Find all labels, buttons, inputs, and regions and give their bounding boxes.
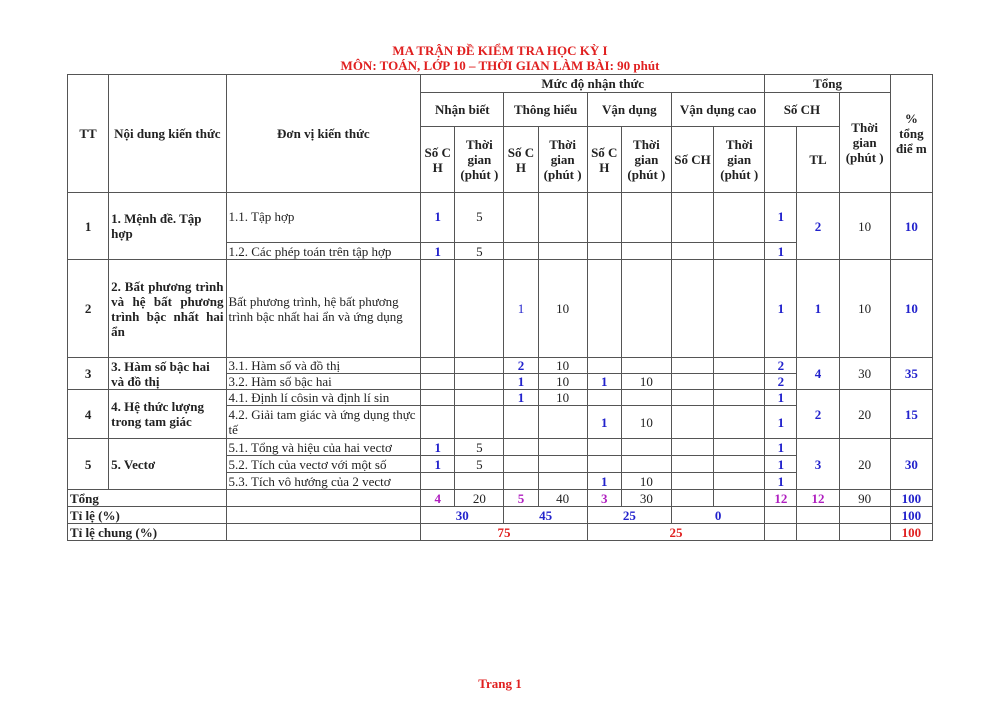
cell xyxy=(671,260,713,358)
cell xyxy=(621,439,671,456)
total-percent: 100 xyxy=(890,490,932,507)
cell xyxy=(797,524,839,541)
general-ratio-left: 75 xyxy=(421,524,588,541)
ratio-vd: 25 xyxy=(587,507,671,524)
cell xyxy=(621,358,671,374)
cell xyxy=(504,473,538,490)
cell-vd-time: 10 xyxy=(621,406,671,439)
header-vd-count: Số C H xyxy=(587,127,621,193)
cell xyxy=(504,193,538,243)
cell xyxy=(671,439,713,456)
cell xyxy=(714,439,765,456)
header-th-count: Số C H xyxy=(504,127,538,193)
cell-time: 10 xyxy=(839,193,890,260)
cell-vd: 1 xyxy=(587,473,621,490)
cell xyxy=(621,243,671,260)
row-topic: 3. Hàm số bậc hai và đồ thị xyxy=(109,358,226,390)
cell xyxy=(587,358,621,374)
cell xyxy=(621,193,671,243)
cell xyxy=(421,390,455,406)
cell xyxy=(671,456,713,473)
cell xyxy=(765,507,797,524)
row-unit: Bất phương trình, hệ bất phương trình bậc nhất hai ẩn và ứng dụng xyxy=(226,260,421,358)
cell xyxy=(226,507,421,524)
cell-vd: 1 xyxy=(587,406,621,439)
header-row-1 xyxy=(68,75,933,93)
total-th: 5 xyxy=(504,490,538,507)
cell-tn: 1 xyxy=(765,439,797,456)
table-row xyxy=(68,439,933,456)
cell-th-time: 10 xyxy=(538,390,587,406)
header-total-time: Thời gian (phút ) xyxy=(839,93,890,193)
cell xyxy=(714,490,765,507)
row-unit: 5.1. Tổng và hiệu của hai vectơ xyxy=(226,439,421,456)
cell-time: 30 xyxy=(839,358,890,390)
cell-vd-time: 10 xyxy=(621,473,671,490)
cell-tn: 2 xyxy=(765,358,797,374)
general-ratio-row xyxy=(68,524,933,541)
general-ratio-percent: 100 xyxy=(890,524,932,541)
header-high-application: Vận dụng cao xyxy=(671,93,764,127)
general-ratio-right: 25 xyxy=(587,524,765,541)
header-tl: TL xyxy=(797,127,839,193)
cell-nb-time: 5 xyxy=(455,456,504,473)
row-topic: 2. Bất phương trình và hệ bất phương trình bậc nhất hai ẩn xyxy=(109,260,226,358)
general-ratio-label: Tỉ lệ chung (%) xyxy=(68,524,227,541)
header-tn xyxy=(765,127,797,193)
header-question-count: Số CH xyxy=(765,93,839,127)
cell xyxy=(587,456,621,473)
cell xyxy=(714,456,765,473)
cell xyxy=(671,193,713,243)
cell xyxy=(714,390,765,406)
cell xyxy=(455,406,504,439)
header-total: Tổng xyxy=(765,75,890,93)
cell xyxy=(538,243,587,260)
cell-tl: 2 xyxy=(797,193,839,260)
header-vdc-count: Số CH xyxy=(671,127,713,193)
cell xyxy=(621,260,671,358)
row-tt: 5 xyxy=(68,439,109,490)
cell xyxy=(671,390,713,406)
cell-tl: 4 xyxy=(797,358,839,390)
total-vd: 3 xyxy=(587,490,621,507)
cell xyxy=(671,490,713,507)
cell-percent: 15 xyxy=(890,390,932,439)
cell-percent: 10 xyxy=(890,193,932,260)
cell xyxy=(587,243,621,260)
cell-tn: 1 xyxy=(765,390,797,406)
cell xyxy=(714,374,765,390)
cell-th-time: 10 xyxy=(538,374,587,390)
cell-vd: 1 xyxy=(587,374,621,390)
cell-nb-time: 5 xyxy=(455,193,504,243)
cell xyxy=(504,456,538,473)
cell-percent: 35 xyxy=(890,358,932,390)
cell xyxy=(671,473,713,490)
cell xyxy=(421,358,455,374)
cell xyxy=(421,406,455,439)
cell xyxy=(587,439,621,456)
header-percent: % tổng điể m xyxy=(890,75,932,193)
cell xyxy=(671,406,713,439)
header-nb-count: Số C H xyxy=(421,127,455,193)
cell xyxy=(455,390,504,406)
cell xyxy=(504,406,538,439)
cell xyxy=(421,374,455,390)
ratio-vdc: 0 xyxy=(671,507,764,524)
cell xyxy=(455,473,504,490)
header-cognitive-level: Mức độ nhận thức xyxy=(421,75,765,93)
row-topic: 4. Hệ thức lượng trong tam giác xyxy=(109,390,226,439)
header-understanding: Thông hiểu xyxy=(504,93,587,127)
cell-tn: 1 xyxy=(765,193,797,243)
cell-tn: 2 xyxy=(765,374,797,390)
cell xyxy=(714,406,765,439)
document-subtitle: MÔN: TOÁN, LỚP 10 – THỜI GIAN LÀM BÀI: 90 phút xyxy=(340,58,660,73)
cell-time: 10 xyxy=(839,260,890,358)
total-nb: 4 xyxy=(421,490,455,507)
total-time: 90 xyxy=(839,490,890,507)
header-unit: Đơn vị kiến thức xyxy=(226,75,421,193)
cell-percent: 30 xyxy=(890,439,932,490)
cell-tn: 1 xyxy=(765,473,797,490)
cell xyxy=(421,260,455,358)
page-number: Trang 1 xyxy=(478,676,522,691)
cell xyxy=(538,473,587,490)
cell-tn: 1 xyxy=(765,406,797,439)
cell xyxy=(226,524,421,541)
cell xyxy=(538,406,587,439)
cell xyxy=(839,524,890,541)
cell-tl: 2 xyxy=(797,390,839,439)
cell-nb-time: 5 xyxy=(455,439,504,456)
cell-th: 1 xyxy=(504,390,538,406)
knowledge-matrix-table xyxy=(67,74,933,541)
table-row xyxy=(68,390,933,406)
cell-vd-time: 10 xyxy=(621,374,671,390)
ratio-label: Tỉ lệ (%) xyxy=(68,507,227,524)
row-tt: 4 xyxy=(68,390,109,439)
table-row xyxy=(68,193,933,243)
cell xyxy=(621,456,671,473)
cell-percent: 10 xyxy=(890,260,932,358)
cell-nb: 1 xyxy=(421,439,455,456)
cell xyxy=(587,260,621,358)
cell xyxy=(538,193,587,243)
header-th-time: Thời gian (phút ) xyxy=(538,127,587,193)
cell-th: 2 xyxy=(504,358,538,374)
cell xyxy=(714,473,765,490)
cell-tl: 1 xyxy=(797,260,839,358)
total-th-time: 40 xyxy=(538,490,587,507)
cell xyxy=(671,374,713,390)
row-unit: 4.2. Giải tam giác và ứng dụng thực tế xyxy=(226,406,421,439)
cell xyxy=(839,507,890,524)
cell xyxy=(504,243,538,260)
row-unit: 5.2. Tích của vectơ với một số xyxy=(226,456,421,473)
row-tt: 1 xyxy=(68,193,109,260)
cell-tl: 3 xyxy=(797,439,839,490)
cell-th: 1 xyxy=(504,260,538,358)
ratio-nb: 30 xyxy=(421,507,504,524)
cell xyxy=(504,439,538,456)
table-row xyxy=(68,358,933,374)
totals-row xyxy=(68,490,933,507)
ratio-row xyxy=(68,507,933,524)
cell-th: 1 xyxy=(504,374,538,390)
row-unit: 3.1. Hàm số và đồ thị xyxy=(226,358,421,374)
cell xyxy=(455,358,504,374)
header-tt: TT xyxy=(68,75,109,193)
cell-time: 20 xyxy=(839,390,890,439)
row-unit: 1.1. Tập hợp xyxy=(226,193,421,243)
total-tl: 12 xyxy=(797,490,839,507)
row-unit: 1.2. Các phép toán trên tập hợp xyxy=(226,243,421,260)
cell xyxy=(421,473,455,490)
table-row xyxy=(68,260,933,358)
cell xyxy=(765,524,797,541)
row-tt: 3 xyxy=(68,358,109,390)
cell xyxy=(714,358,765,374)
cell xyxy=(455,260,504,358)
header-vd-time: Thời gian (phút ) xyxy=(621,127,671,193)
cell xyxy=(671,243,713,260)
cell xyxy=(538,439,587,456)
cell-tn: 1 xyxy=(765,243,797,260)
total-vd-time: 30 xyxy=(621,490,671,507)
header-vdc-time: Thời gian (phút ) xyxy=(714,127,765,193)
header-nb-time: Thời gian (phút ) xyxy=(455,127,504,193)
cell-nb-time: 5 xyxy=(455,243,504,260)
cell xyxy=(671,358,713,374)
cell-nb: 1 xyxy=(421,193,455,243)
totals-label: Tổng xyxy=(68,490,227,507)
header-recognition: Nhận biết xyxy=(421,93,504,127)
cell xyxy=(455,374,504,390)
cell-nb: 1 xyxy=(421,243,455,260)
cell-tn: 1 xyxy=(765,456,797,473)
cell xyxy=(714,193,765,243)
ratio-percent: 100 xyxy=(890,507,932,524)
cell xyxy=(538,456,587,473)
header-application: Vận dụng xyxy=(587,93,671,127)
row-unit: 5.3. Tích vô hướng của 2 vectơ xyxy=(226,473,421,490)
row-unit: 4.1. Định lí côsin và định lí sin xyxy=(226,390,421,406)
cell-time: 20 xyxy=(839,439,890,490)
cell-th-time: 10 xyxy=(538,260,587,358)
cell xyxy=(714,260,765,358)
row-topic: 5. Vectơ xyxy=(109,439,226,490)
ratio-th: 45 xyxy=(504,507,587,524)
header-content: Nội dung kiến thức xyxy=(109,75,226,193)
cell xyxy=(797,507,839,524)
cell xyxy=(226,490,421,507)
cell xyxy=(587,193,621,243)
total-nb-time: 20 xyxy=(455,490,504,507)
cell xyxy=(587,390,621,406)
cell-th-time: 10 xyxy=(538,358,587,374)
cell-tn: 1 xyxy=(765,260,797,358)
row-topic: 1. Mệnh đề. Tập hợp xyxy=(109,193,226,260)
cell xyxy=(714,243,765,260)
row-unit: 3.2. Hàm số bậc hai xyxy=(226,374,421,390)
total-tn: 12 xyxy=(765,490,797,507)
row-tt: 2 xyxy=(68,260,109,358)
cell-nb: 1 xyxy=(421,456,455,473)
document-title: MA TRẬN ĐỀ KIỂM TRA HỌC KỲ I xyxy=(392,43,608,58)
cell xyxy=(621,390,671,406)
